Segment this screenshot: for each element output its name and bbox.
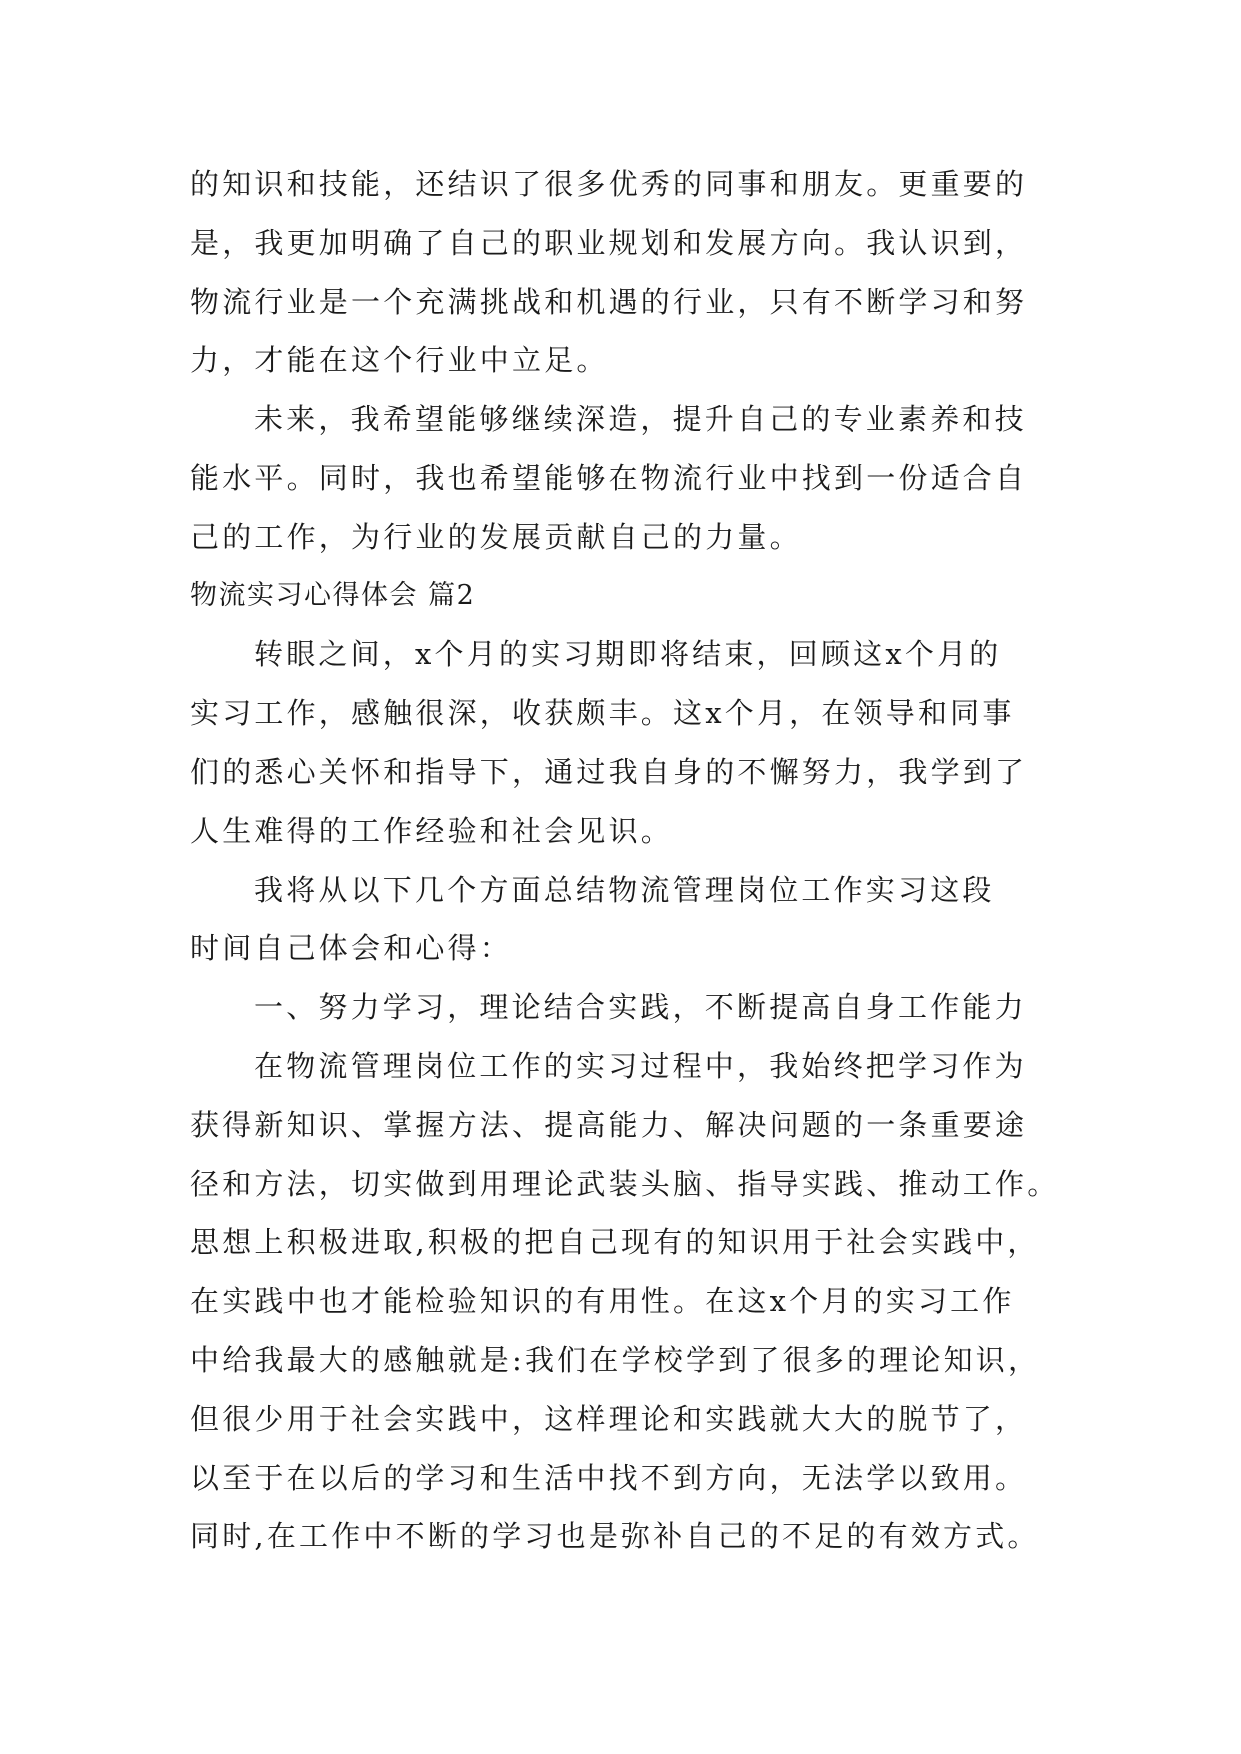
text-line: 实习工作，感触很深，收获颇丰。这x个月，在领导和同事 (190, 696, 1015, 731)
text-line: 同时,在工作中不断的学习也是弥补自己的不足的有效方式。 (190, 1519, 1040, 1554)
text-line: 中给我最大的感触就是:我们在学校学到了很多的理论知识， (190, 1342, 1041, 1377)
text-line: 在物流管理岗位工作的实习过程中，我始终把学习作为 (254, 1048, 1027, 1083)
text-line: 径和方法，切实做到用理论武装头脑、指导实践、推动工作。 (190, 1166, 1060, 1201)
text-line: 力，才能在这个行业中立足。 (190, 343, 609, 378)
text-line: 能水平。同时，我也希望能够在物流行业中找到一份适合自 (190, 460, 1028, 495)
document-body (190, 155, 1060, 1566)
text-line: 时间自己体会和心得： (190, 931, 513, 966)
text-line: 以至于在以后的学习和生活中找不到方向，无法学以致用。 (190, 1460, 1028, 1495)
text-line: 的知识和技能，还结识了很多优秀的同事和朋友。更重要的 (190, 167, 1028, 201)
text-line: 一、努力学习，理论结合实践，不断提高自身工作能力 (254, 990, 1027, 1025)
text-line: 未来，我希望能够继续深造，提升自己的专业素养和技 (254, 402, 1027, 437)
text-line: 物流行业是一个充满挑战和机遇的行业，只有不断学习和努 (190, 284, 1028, 319)
text-line: 思想上积极进取,积极的把自己现有的知识用于社会实践中， (190, 1225, 1040, 1260)
text-line: 人生难得的工作经验和社会见识。 (190, 813, 674, 848)
text-line: 们的悉心关怀和指导下，通过我自身的不懈努力，我学到了 (190, 754, 1028, 789)
section-heading: 物流实习心得体会 篇2 (190, 579, 476, 611)
text-line: 我将从以下几个方面总结物流管理岗位工作实习这段 (254, 872, 995, 907)
text-line: 但很少用于社会实践中，这样理论和实践就大大的脱节了， (190, 1401, 1028, 1436)
text-line: 是，我更加明确了自己的职业规划和发展方向。我认识到， (190, 225, 1028, 260)
text-line: 获得新知识、掌握方法、提高能力、解决问题的一条重要途 (190, 1107, 1028, 1142)
text-line: 转眼之间，x个月的实习期即将结束，回顾这x个月的 (254, 637, 1002, 672)
text-line: 己的工作，为行业的发展贡献自己的力量。 (190, 519, 802, 554)
text-line: 在实践中也才能检验知识的有用性。在这x个月的实习工作 (190, 1284, 1015, 1319)
